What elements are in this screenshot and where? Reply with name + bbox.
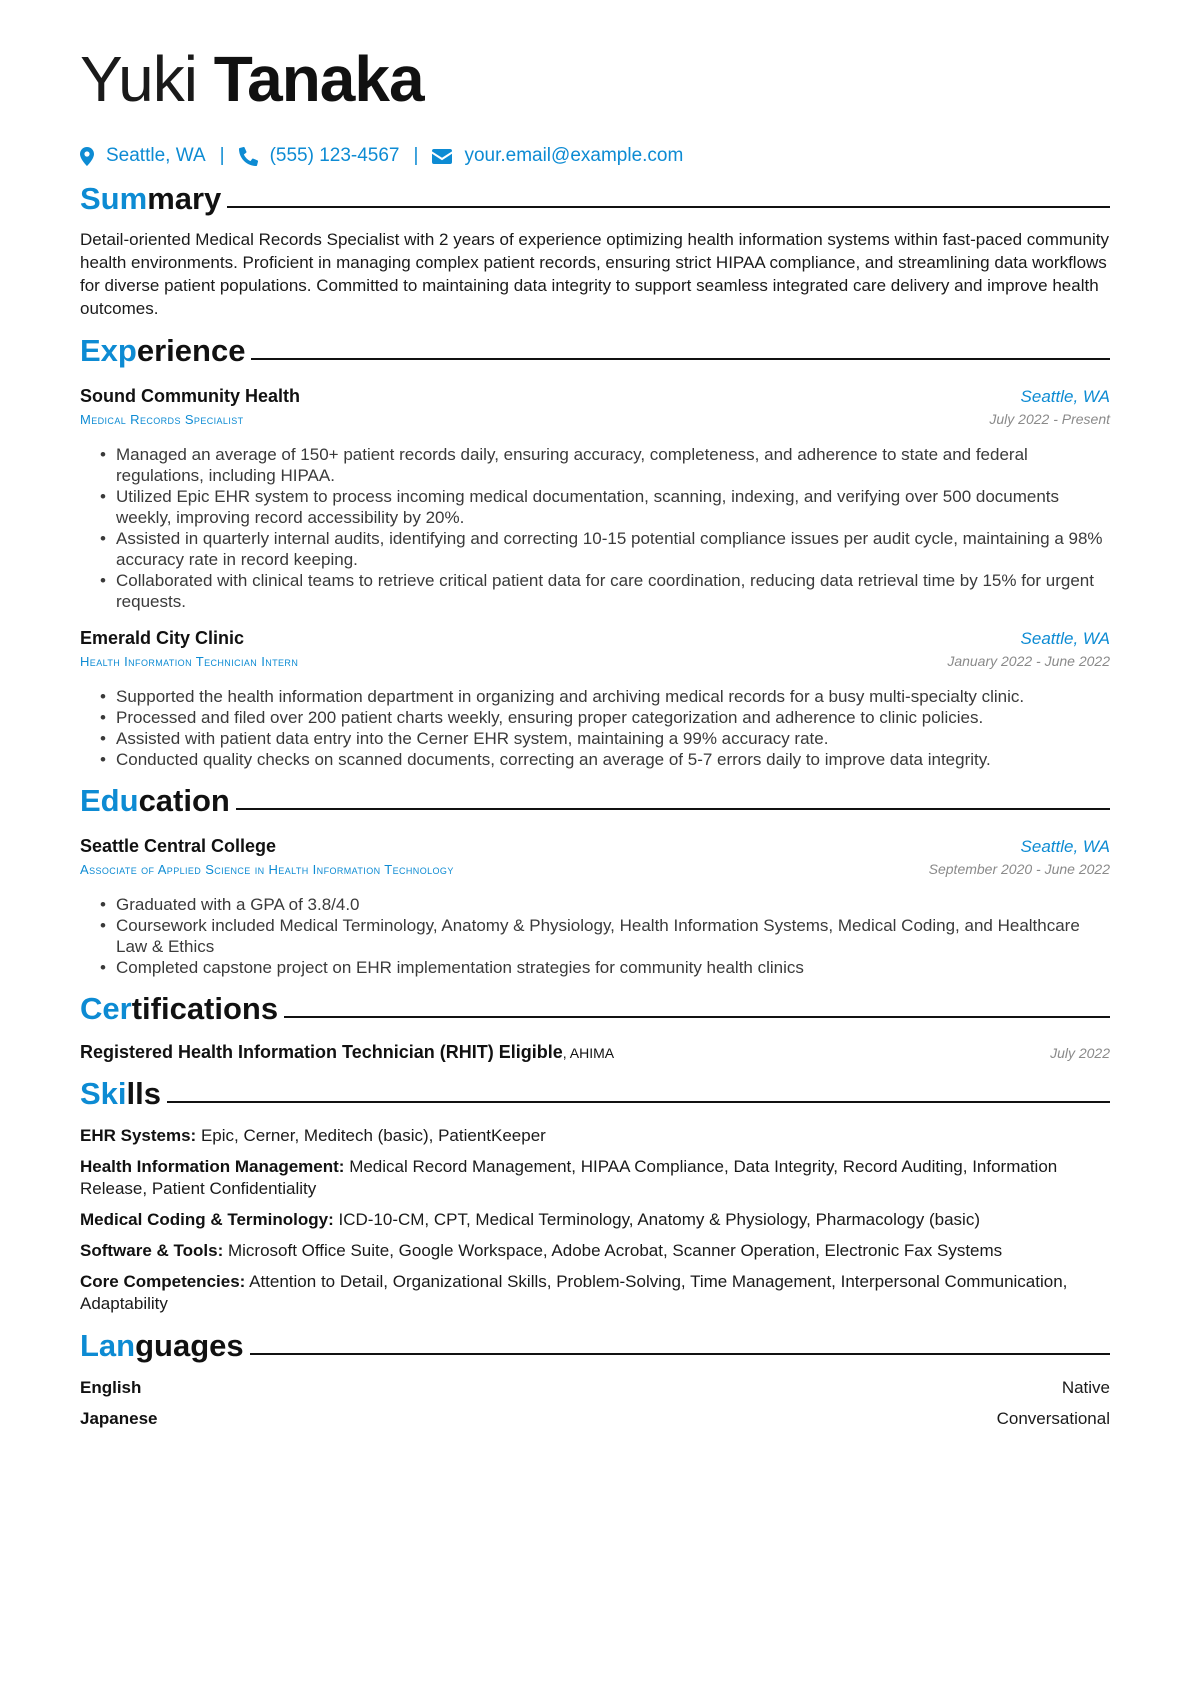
bullet-item: • Assisted with patient data entry into the Cerner EHR system, maintaining a 99% accuracy rate. xyxy=(100,728,1110,749)
title-rest: tifications xyxy=(131,991,279,1026)
summary-heading xyxy=(80,178,1110,218)
bullet-item: • Managed an average of 150+ patient records daily, ensuring accuracy, completeness, and adherence to state and federal regulations, including HIPAA. xyxy=(100,444,1110,486)
skill-value: Epic, Cerner, Meditech (basic), PatientKeeper xyxy=(196,1126,546,1145)
title-accent: Cer xyxy=(80,991,132,1026)
skills-heading xyxy=(80,1073,1110,1113)
skill-value: ICD-10-CM, CPT, Medical Terminology, Anatomy & Physiology, Pharmacology (basic) xyxy=(333,1210,980,1229)
contact-location xyxy=(80,144,206,168)
certification-issuer: , AHIMA xyxy=(562,1045,615,1061)
section-title xyxy=(80,332,245,370)
bullet-item: • Graduated with a GPA of 3.8/4.0 xyxy=(100,894,1110,915)
skill-label: Software & Tools: xyxy=(80,1241,224,1260)
language-name: English xyxy=(80,1378,142,1397)
education-entry xyxy=(80,834,1110,978)
skill-row xyxy=(80,1271,1110,1315)
summary-section xyxy=(80,178,1110,320)
certification-entry xyxy=(80,1042,1110,1063)
skills-list xyxy=(80,1125,1110,1315)
skill-label: Health Information Management: xyxy=(80,1157,345,1176)
job-org: Emerald City Clinic xyxy=(80,628,245,648)
title-rest: guages xyxy=(135,1328,244,1363)
education-date: September 2020 - June 2022 xyxy=(928,861,1110,877)
skill-value: Attention to Detail, Organizational Skills, Problem-Solving, Time Management, Interpersonal Communication, Adaptability xyxy=(80,1272,1068,1313)
title-rest: lls xyxy=(126,1076,161,1111)
contact-separator: | xyxy=(219,145,225,166)
language-row xyxy=(80,1408,1110,1430)
job-entry xyxy=(80,384,1110,612)
phone-text: (555) 123-4567 xyxy=(269,145,400,166)
section-title xyxy=(80,1327,244,1365)
candidate-name xyxy=(80,40,1110,118)
education-section xyxy=(80,780,1110,978)
title-rest: mary xyxy=(147,181,222,216)
skill-label: Core Competencies: xyxy=(80,1272,246,1291)
title-accent: Sum xyxy=(80,181,148,216)
languages-list xyxy=(80,1377,1110,1430)
job-location: Seattle, WA xyxy=(1020,387,1110,406)
skill-row xyxy=(80,1240,1110,1262)
language-name: Japanese xyxy=(80,1409,158,1428)
job-date: July 2022 - Present xyxy=(989,411,1110,427)
section-rule xyxy=(284,1016,1110,1018)
experience-heading xyxy=(80,330,1110,370)
map-pin-icon xyxy=(80,147,94,166)
skill-value: Medical Record Management, HIPAA Compliance, Data Integrity, Record Auditing, Information Release, Patient Confidentiality xyxy=(80,1157,1058,1198)
language-level: Native xyxy=(1061,1378,1110,1397)
section-rule xyxy=(167,1101,1110,1103)
job-bullets xyxy=(80,686,1110,770)
title-accent: Ski xyxy=(80,1076,127,1111)
certification-name: Registered Health Information Technician (RHIT) Eligible xyxy=(80,1042,563,1062)
education-heading xyxy=(80,780,1110,820)
section-rule xyxy=(236,808,1110,810)
skill-label: EHR Systems: xyxy=(80,1126,197,1145)
bullet-item: • Coursework included Medical Terminology, Anatomy & Physiology, Health Information Systems, Medical Coding, and Healthcare Law & Ethics xyxy=(100,915,1110,957)
skills-section xyxy=(80,1073,1110,1315)
title-rest: erience xyxy=(136,333,246,368)
job-date: January 2022 - June 2022 xyxy=(947,653,1110,669)
skill-row xyxy=(80,1209,1110,1231)
title-accent: Exp xyxy=(80,333,137,368)
section-title xyxy=(80,782,230,820)
section-rule xyxy=(227,206,1110,208)
certifications-heading xyxy=(80,988,1110,1028)
title-accent: Lan xyxy=(80,1328,136,1363)
certifications-section xyxy=(80,988,1110,1063)
school-name: Seattle Central College xyxy=(80,836,277,856)
phone-icon xyxy=(239,147,258,166)
language-level: Conversational xyxy=(996,1409,1110,1428)
bullet-item: • Assisted in quarterly internal audits, identifying and correcting 10-15 potential compliance issues per audit cycle, maintaining a 98% accuracy rate in record keeping. xyxy=(100,528,1110,570)
location-text: Seattle, WA xyxy=(106,145,206,166)
skill-row xyxy=(80,1125,1110,1147)
degree-name: Associate of Applied Science in Health Information Technology xyxy=(80,862,454,877)
section-rule xyxy=(251,358,1110,360)
job-bullets xyxy=(80,444,1110,612)
bullet-item: • Processed and filed over 200 patient charts weekly, ensuring proper categorization and adherence to clinic policies. xyxy=(100,707,1110,728)
summary-text: Detail-oriented Medical Records Specialist with 2 years of experience optimizing health information systems within fast-paced community health environments. Proficient in managing complex patient records, ensuring strict HIPAA compliance, and streamlining data workflows for diverse patient populations. Committed to maintaining data integrity to support seamless integrated care delivery and improve health outcomes. xyxy=(80,230,1109,318)
bullet-item: • Conducted quality checks on scanned documents, correcting an average of 5-7 errors daily to improve data integrity. xyxy=(100,749,1110,770)
bullet-item: • Collaborated with clinical teams to retrieve critical patient data for care coordination, reducing data retrieval time by 15% for urgent requests. xyxy=(100,570,1110,612)
title-rest: cation xyxy=(138,783,230,818)
skill-value: Microsoft Office Suite, Google Workspace, Adobe Acrobat, Scanner Operation, Electronic Fax Systems xyxy=(223,1241,1003,1260)
contact-separator: | xyxy=(413,145,419,166)
job-location: Seattle, WA xyxy=(1020,629,1110,648)
languages-section xyxy=(80,1325,1110,1430)
certification-date: July 2022 xyxy=(1050,1045,1110,1061)
contact-email[interactable] xyxy=(432,144,683,168)
last-name: Tanaka xyxy=(213,43,424,115)
title-accent: Edu xyxy=(80,783,139,818)
bullet-item: • Utilized Epic EHR system to process incoming medical documentation, scanning, indexing, and verifying over 500 documents weekly, improving record accessibility by 20%. xyxy=(100,486,1110,528)
bullet-item: • Supported the health information department in organizing and archiving medical records for a busy multi-specialty clinic. xyxy=(100,686,1110,707)
experience-section xyxy=(80,330,1110,770)
email-link: your.email@example.com xyxy=(464,145,684,166)
envelope-icon xyxy=(432,149,452,164)
education-bullets xyxy=(80,894,1110,978)
section-rule xyxy=(250,1353,1110,1355)
section-title xyxy=(80,180,221,218)
languages-heading xyxy=(80,1325,1110,1365)
first-name: Yuki xyxy=(80,43,197,115)
job-entry xyxy=(80,626,1110,770)
job-org: Sound Community Health xyxy=(80,386,300,406)
language-row xyxy=(80,1377,1110,1399)
job-role: Medical Records Specialist xyxy=(80,412,244,427)
contact-phone[interactable] xyxy=(239,144,400,168)
job-role: Health Information Technician Intern xyxy=(80,654,299,669)
bullet-item: • Completed capstone project on EHR implementation strategies for community health clinics xyxy=(100,957,1110,978)
section-title xyxy=(80,990,278,1028)
skill-row xyxy=(80,1156,1110,1200)
school-location: Seattle, WA xyxy=(1020,837,1110,856)
contact-bar xyxy=(80,144,1110,168)
skill-label: Medical Coding & Terminology: xyxy=(80,1210,334,1229)
section-title xyxy=(80,1075,161,1113)
